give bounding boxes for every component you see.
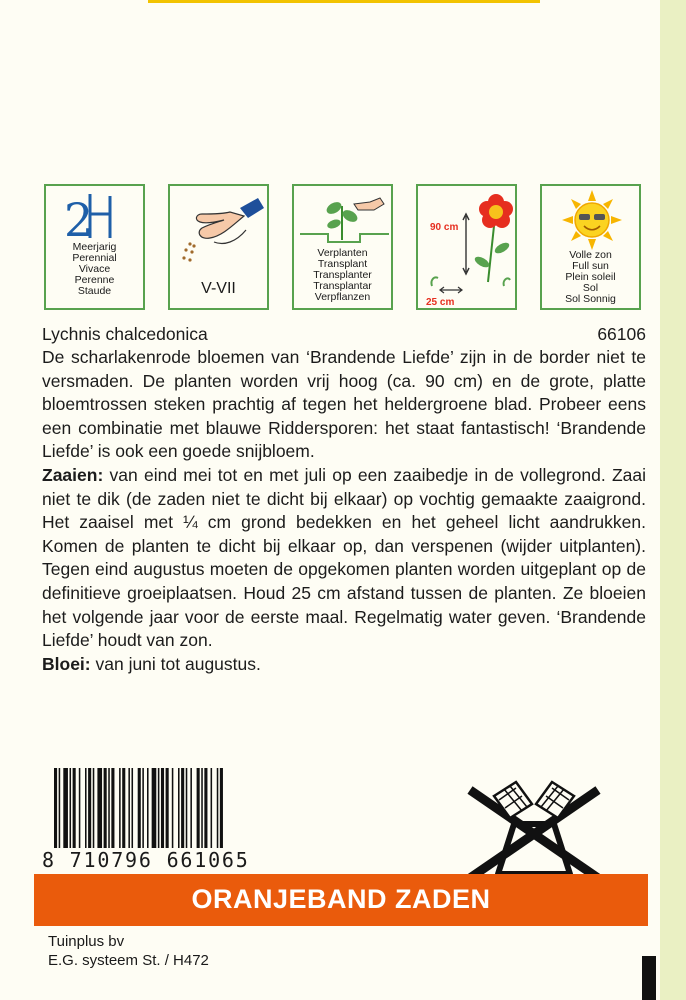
caption-line: Volle zon <box>569 249 612 261</box>
caption-line: Full sun <box>572 260 609 272</box>
caption-line: Transplant <box>317 258 368 270</box>
caption-line: Meerjarig <box>72 241 117 253</box>
barcode-bar <box>85 768 87 860</box>
sun-caption <box>542 250 639 305</box>
barcode-number: 8 710796 661065 <box>42 848 250 872</box>
perennial-icon-box <box>44 184 145 310</box>
bloom-text: van juni tot augustus. <box>90 653 261 674</box>
barcode-bar <box>166 768 169 860</box>
brand-banner <box>34 874 648 926</box>
company-info <box>48 932 209 970</box>
barcode-bar <box>186 768 188 860</box>
sun-icon-box <box>540 184 641 310</box>
certification-code: E.G. systeem St. / H472 <box>48 952 209 969</box>
barcode-bar <box>217 768 219 860</box>
caption-line: Vivace <box>78 263 111 275</box>
barcode-bar <box>132 768 134 860</box>
transplant-icon-box <box>292 184 393 310</box>
barcode-bar <box>79 768 81 860</box>
barcode-bar <box>88 768 91 860</box>
plant-size-icon-box <box>416 184 517 310</box>
barcode-bar <box>119 768 121 860</box>
caption-line: Perennial <box>72 252 117 264</box>
plant-size-icon <box>418 186 519 312</box>
svg-text:2: 2 <box>64 193 94 247</box>
caption-line: Plein soleil <box>565 271 616 283</box>
plant-spacing-label: 25 cm <box>426 297 455 308</box>
barcode-bar <box>63 768 68 860</box>
product-name: Lychnis chalcedonica <box>42 324 208 344</box>
caption-line: Perenne <box>74 274 115 286</box>
caption-line: Sol Sonnig <box>565 293 616 305</box>
barcode-bar <box>97 768 102 860</box>
product-title-row <box>42 322 646 346</box>
barcode-bar <box>181 768 184 860</box>
barcode-bar <box>104 768 107 860</box>
sowing-instructions <box>42 464 646 653</box>
company-name: Tuinplus bv <box>48 933 125 950</box>
caption-line: Transplanter <box>313 269 372 281</box>
cultivation-icons <box>44 184 664 314</box>
barcode-bar <box>147 768 149 860</box>
page-edge-strip <box>660 0 686 1000</box>
sowing-icon-box <box>168 184 269 310</box>
barcode-bar <box>204 768 207 860</box>
perennial-caption <box>46 242 143 297</box>
top-color-strip <box>148 0 540 3</box>
plant-height-label: 90 cm <box>430 222 459 233</box>
caption-line: Verpflanzen <box>314 291 371 303</box>
product-description: De scharlakenrode bloemen van ‘Brandende Liefde’ zijn in de border niet te versmaden. De planten worden vrij hoog (ca. 90 cm) en de grote, platte bloemtrossen steken prachtig af tegen het heldergroene blad. Probeer eens een combinatie met blauwe Riddersporen: het staat fantastisch! ‘Brandende Liefde’ is ook een goede snijbloem. <box>42 347 646 462</box>
product-text-block <box>42 322 646 676</box>
sowing-heading: Zaaien: <box>42 464 104 485</box>
sowing-text: van eind mei tot en met juli op een zaaibedje in de vollegrond. Zaai niet te dik (de zaden niet te dicht bij elkaar) op vochtig gemaakte zaaigrond. Het zaaisel met ¼ cm grond bedekken en het geheel licht aandrukken. Komen de planten te dicht bij elkaar op, dan verspenen (wijder uitplanten). Tegen eind augustus moeten de opgekomen planten worden uitgeplant op de definitieve groeiplaatsen. Houd 25 cm afstand tussen de planten. Ze bloeien het volgende jaar voor de eerste maal. Regelmatig water geven. ‘Brandende Liefde’ houdt van zon. <box>42 464 646 651</box>
barcode-bar <box>111 768 114 860</box>
caption-line: Staude <box>77 285 112 297</box>
transplant-caption <box>294 248 391 303</box>
caption-line: Transplantar <box>313 280 372 292</box>
barcode-bar <box>73 768 76 860</box>
sowing-period: V-VII <box>201 280 236 297</box>
barcode-bar <box>158 768 160 860</box>
barcode-bar <box>128 768 130 860</box>
bloom-info <box>42 653 646 677</box>
brand-name: ORANJEBAND ZADEN <box>191 884 491 914</box>
windmill-logo-icon <box>458 778 610 888</box>
barcode-bar <box>178 768 180 860</box>
barcode-bar <box>122 768 125 860</box>
barcode-bar <box>201 768 203 860</box>
caption-line: Sol <box>582 282 599 294</box>
barcode-bar <box>161 768 164 860</box>
barcode-bar <box>190 768 192 860</box>
barcode-bar <box>152 768 157 860</box>
barcode-bar <box>70 768 72 860</box>
barcode-bar <box>211 768 213 860</box>
caption-line: Verplanten <box>317 247 368 259</box>
bloom-heading: Bloei: <box>42 653 91 674</box>
edge-marker <box>642 956 656 1000</box>
barcode-bar <box>108 768 110 860</box>
barcode-bar <box>197 768 200 860</box>
product-code: 66106 <box>597 324 646 344</box>
barcode-bar <box>172 768 174 860</box>
barcode-bar <box>93 768 95 860</box>
